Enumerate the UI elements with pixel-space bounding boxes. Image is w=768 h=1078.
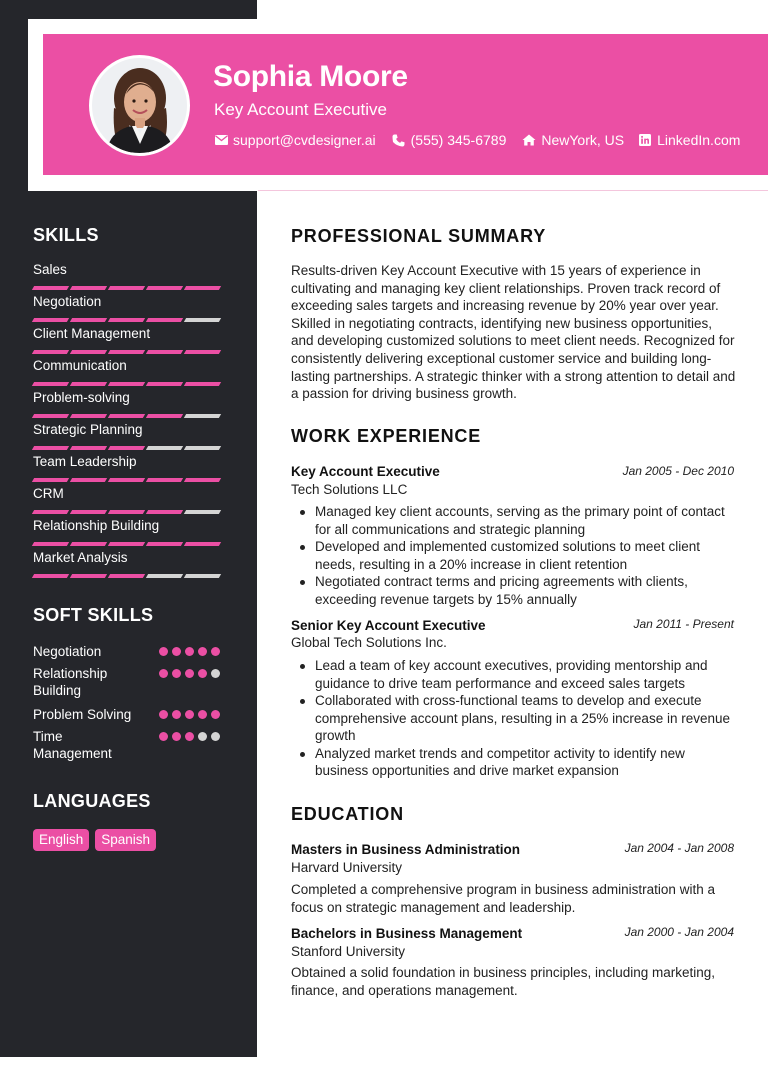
job-company: Tech Solutions LLC [291,482,408,497]
home-icon [522,133,536,147]
rating-dot [211,732,220,741]
rating-dot [172,710,181,719]
rating-segment [146,318,183,322]
skill-rating [33,542,223,546]
rating-segment [184,414,221,418]
skill-rating [33,478,223,482]
rating-segment [70,350,107,354]
job-company: Global Tech Solutions Inc. [291,635,447,650]
rating-segment [184,446,221,450]
rating-segment [70,414,107,418]
rating-dot [198,732,207,741]
rating-segment [70,542,107,546]
rating-segment [184,510,221,514]
skill-label: Negotiation [33,294,102,309]
soft-skill-item [33,706,223,723]
rating-segment [70,510,107,514]
job-bullet: Managed key client accounts, serving as the primary point of contact for all communications and strategic planning [291,503,736,538]
summary-heading: PROFESSIONAL SUMMARY [291,226,547,246]
rating-segment [32,542,69,546]
rating-segment [108,478,145,482]
rating-segment [184,286,221,290]
school-name: Harvard University [291,860,403,875]
rating-dot [211,669,220,678]
skill-label: Client Management [33,326,151,341]
skill-item [33,454,223,482]
rating-dot [198,669,207,678]
rating-dot [211,710,220,719]
rating-segment [108,414,145,418]
languages-heading: LANGUAGES [33,791,151,811]
skill-label: Sales [33,262,67,277]
rating-dot [159,669,168,678]
candidate-name: Sophia Moore [213,60,408,93]
rating-segment [146,478,183,482]
location-text: NewYork, US [541,132,625,148]
rating-segment [184,350,221,354]
skill-item [33,550,223,578]
rating-dot [159,732,168,741]
rating-segment [32,446,69,450]
skill-label: Relationship Building [33,518,160,533]
rating-segment [32,414,69,418]
job-title: Key Account Executive [291,464,440,479]
envelope-icon [214,133,228,147]
skill-item [33,294,223,322]
skill-rating [33,318,223,322]
rating-segment [184,542,221,546]
job-date: Jan 2011 - Present [633,617,734,631]
skill-label: CRM [33,486,64,501]
experience-heading: WORK EXPERIENCE [291,426,482,446]
skill-rating [33,382,223,386]
rating-segment [108,574,145,578]
rating-segment [184,478,221,482]
rating-dot [198,710,207,719]
rating-segment [146,414,183,418]
rating-segment [146,446,183,450]
soft-skill-item [33,665,223,699]
soft-skills-heading: SOFT SKILLS [33,605,154,625]
rating-segment [70,318,107,322]
rating-dot [185,710,194,719]
profile-photo-icon [92,58,187,153]
rating-dot [211,647,220,656]
soft-skill-item [33,728,223,762]
rating-segment [32,382,69,386]
job-bullets [291,657,736,780]
soft-skill-item [33,643,223,660]
rating-segment [70,382,107,386]
job-bullet: Collaborated with cross-functional teams to develop and execute comprehensive account plans, resulting in a 25% increase in revenue growth [291,692,736,745]
contact-phone[interactable] [392,132,507,148]
rating-segment [32,286,69,290]
soft-skill-label: Time Management [33,729,112,761]
job-bullets [291,503,736,608]
header-divider [258,190,768,191]
skill-rating [33,446,223,450]
rating-segment [108,350,145,354]
rating-segment [146,574,183,578]
skill-rating [33,414,223,418]
degree-description: Obtained a solid foundation in business principles, including marketing, finance, and operations management. [291,965,716,998]
skill-item [33,262,223,290]
language-badge: English [33,829,89,851]
rating-dot [172,647,181,656]
skill-item [33,326,223,354]
skill-rating [33,286,223,290]
skill-item [33,358,223,386]
education-heading: EDUCATION [291,804,404,824]
skills-heading: SKILLS [33,225,99,245]
job-title: Senior Key Account Executive [291,618,486,633]
rating-segment [32,350,69,354]
languages-list [33,829,156,851]
rating-segment [184,574,221,578]
summary-text: Results-driven Key Account Executive with 15 years of experience in cultivating and managing key client relationships. Proven track record of exceeding sales targets and increasing revenue by 20% year over year. Skilled in negotiating contracts, identifying new business opportunities, and developing customized solutions to meet client needs. Recognized for consistently delivering exceptional customer service and building long-lasting partnerships. A strategic thinker with a strong attention to detail and a passion for driving business growth. [291,263,736,402]
candidate-title: Key Account Executive [214,100,387,119]
phone-text: (555) 345-6789 [410,132,507,148]
rating-segment [146,350,183,354]
phone-icon [392,133,406,147]
rating-dot [185,732,194,741]
job-bullet: Negotiated contract terms and pricing agreements with clients, exceeding revenue targets by 15% annually [291,573,736,608]
skill-rating [33,510,223,514]
soft-skill-rating [159,669,220,678]
rating-dot [172,732,181,741]
job-date: Jan 2005 - Dec 2010 [622,464,734,478]
skill-label: Problem-solving [33,390,130,405]
rating-segment [32,318,69,322]
rating-dot [159,647,168,656]
skill-label: Team Leadership [33,454,137,469]
rating-segment [146,286,183,290]
job-bullet: Developed and implemented customized solutions to meet client needs, resulting in a 20% increase in client retention [291,538,736,573]
rating-segment [146,510,183,514]
avatar [89,55,190,156]
rating-segment [146,542,183,546]
rating-segment [108,382,145,386]
language-badge: Spanish [95,829,156,851]
soft-skill-rating [159,647,220,656]
rating-dot [185,647,194,656]
rating-segment [32,510,69,514]
degree-title: Bachelors in Business Management [291,926,523,941]
contact-location[interactable] [522,132,624,148]
rating-segment [32,478,69,482]
job-bullet: Analyzed market trends and competitor activity to identify new business opportunities and drive market expansion [291,745,736,780]
skill-rating [33,350,223,354]
degree-title: Masters in Business Administration [291,842,521,857]
school-name: Stanford University [291,944,406,959]
rating-segment [108,318,145,322]
linkedin-icon [638,133,652,147]
email-text: support@cvdesigner.ai [233,132,376,148]
rating-segment [70,286,107,290]
rating-segment [70,574,107,578]
rating-segment [146,382,183,386]
rating-dot [172,669,181,678]
degree-date: Jan 2000 - Jan 2004 [624,925,734,939]
rating-dot [198,647,207,656]
rating-segment [32,574,69,578]
soft-skill-rating [159,710,220,719]
rating-segment [108,510,145,514]
soft-skill-label: Relationship Building [33,666,108,698]
contact-list [214,132,756,148]
rating-segment [108,542,145,546]
skill-item [33,422,223,450]
degree-description: Completed a comprehensive program in business administration with a focus on strategic management and leadership. [291,882,715,915]
contact-email[interactable] [214,132,376,148]
soft-skill-rating [159,732,220,741]
rating-segment [70,478,107,482]
skill-item [33,390,223,418]
skill-label: Market Analysis [33,550,128,565]
rating-dot [159,710,168,719]
skill-rating [33,574,223,578]
degree-date: Jan 2004 - Jan 2008 [624,841,734,855]
skill-label: Strategic Planning [33,422,143,437]
rating-dot [185,669,194,678]
rating-segment [108,446,145,450]
skill-item [33,518,223,546]
rating-segment [70,446,107,450]
rating-segment [184,382,221,386]
rating-segment [184,318,221,322]
soft-skill-label: Negotiation [33,644,102,659]
skill-item [33,486,223,514]
soft-skill-label: Problem Solving [33,707,132,722]
contact-linkedin[interactable] [638,132,740,148]
linkedin-text: LinkedIn.com [657,132,741,148]
skill-label: Communication [33,358,127,373]
rating-segment [108,286,145,290]
job-bullet: Lead a team of key account executives, providing mentorship and guidance to drive team performance and exceed sales targets [291,657,736,692]
